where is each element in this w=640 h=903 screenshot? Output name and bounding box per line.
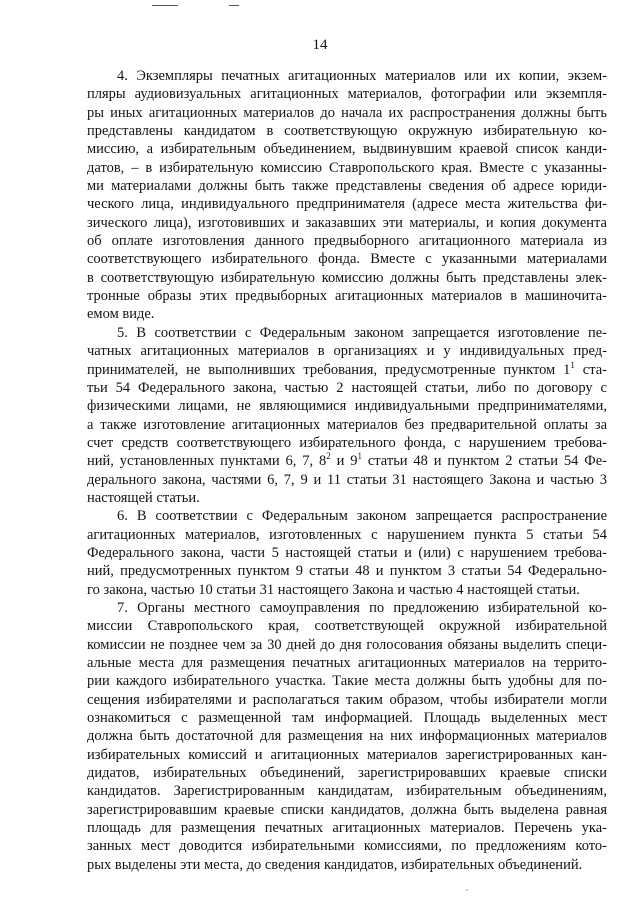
text-segment: ознакомиться с размещенной там информацией. Площадь выделенных мест <box>87 710 607 727</box>
text-line <box>87 85 607 103</box>
scan-speck <box>466 889 468 891</box>
text-segment: настоящей статьи. <box>87 489 200 506</box>
text-segment: сещения избирателями и располагаться таким образом, чтобы избиратели могли <box>87 691 608 708</box>
text-segment: зического лица), изготовивших и заказавших эти материалы, и копия документа <box>87 214 607 231</box>
text-segment: занных мест доводится избирательными комиссиями, по предложениям кото- <box>87 838 607 855</box>
page-number: 14 <box>312 37 328 53</box>
text-segment: тьи 54 Федерального закона, частью 2 настоящей статьи, либо по договору с <box>87 379 607 396</box>
text-line <box>87 581 607 599</box>
text-line <box>87 140 607 158</box>
text-line <box>87 214 607 232</box>
text-segment: статьи 48 и пунктом 2 статьи 54 Фе- <box>361 453 607 470</box>
text-segment: пляры аудиовизуальных агитационных материалов, фотографии или экземпля- <box>87 86 607 103</box>
text-line <box>87 250 607 268</box>
text-line <box>87 856 607 874</box>
scan-mark <box>229 5 239 6</box>
text-segment: а также изготовление агитационных материалов без предварительной оплаты за <box>87 416 608 433</box>
text-line <box>87 837 607 855</box>
text-segment: чатных агитационных материалов в организациях и у индивидуальных пред- <box>87 343 607 360</box>
text-line <box>87 361 607 379</box>
document-body <box>87 67 607 874</box>
text-line <box>87 269 607 287</box>
text-line <box>87 287 607 305</box>
text-segment: дерального закона, частями 6, 7, 9 и 11 статьи 31 настоящего Закона и частью 3 <box>87 471 607 488</box>
text-line <box>87 324 607 342</box>
text-segment: об оплате изготовления данного предвыборного агитационного материала из <box>87 233 607 250</box>
paragraph-p5 <box>87 324 607 507</box>
text-line <box>87 672 607 690</box>
text-line <box>87 434 607 452</box>
text-line <box>87 599 607 617</box>
text-segment: миссию, а избирательным объединением, выдвинувшим краевой список канди- <box>87 141 607 158</box>
text-segment: должна быть достаточной для размещения на них информационных материалов <box>87 728 607 745</box>
paragraph-p4 <box>87 67 607 324</box>
text-line <box>87 342 607 360</box>
text-line <box>87 305 607 323</box>
text-segment: Федерального закона, части 5 настоящей статьи и (или) с нарушением требова- <box>87 544 607 561</box>
text-segment: 7. Органы местного самоуправления по предложению избирательной ко- <box>117 599 607 616</box>
text-line <box>87 159 607 177</box>
text-line <box>87 782 607 800</box>
text-line <box>87 526 607 544</box>
superscript: 2 <box>326 451 331 462</box>
text-segment: тронные образы этих предвыборных агитационных материалов в машиночита- <box>87 288 607 305</box>
text-segment: в соответствующую избирательную комиссию должны быть представлены элек- <box>87 269 607 286</box>
text-line <box>87 819 607 837</box>
text-segment: ры иных агитационных материалов до начала их распространения должны быть <box>87 104 607 121</box>
text-line <box>87 177 607 195</box>
text-segment: ческого лица, индивидуального предпринимателя (адресе места жительства фи- <box>87 196 607 213</box>
text-segment: датов, – в избирательную комиссию Ставропольского края. Вместе с указанны- <box>87 159 607 176</box>
text-segment: комиссии не позднее чем за 30 дней до дня голосования обязаны выделить специ- <box>87 636 607 653</box>
paragraph-p6 <box>87 507 607 599</box>
text-line <box>87 397 607 415</box>
text-line <box>87 544 607 562</box>
text-line <box>87 727 607 745</box>
text-line <box>87 562 607 580</box>
text-segment: ний, предусмотренных пунктом 9 статьи 48 и пунктом 3 статьи 54 Федерально- <box>87 563 607 580</box>
text-line <box>87 507 607 525</box>
text-segment: принимателей, не выполнивших требования, предусмотренные пунктом 1 <box>87 361 571 378</box>
text-line <box>87 617 607 635</box>
text-segment: зарегистрировавшим краевые списки кандидатов, должна быть выделена равная <box>87 801 607 818</box>
text-segment: рии каждого избирательного участка. Такие места должны быть удобны для по- <box>87 673 607 690</box>
text-line <box>87 195 607 213</box>
text-line <box>87 636 607 654</box>
text-segment: соответствующего избирательного фонда. Вместе с указанными материалами <box>87 251 607 268</box>
text-segment: рых выделены эти места, до сведения кандидатов, избирательных объединений. <box>87 856 583 873</box>
superscript: 1 <box>357 451 362 462</box>
text-line <box>87 232 607 250</box>
text-line <box>87 746 607 764</box>
text-line <box>87 471 607 489</box>
text-segment: физическими лицами, не являющимися индивидуальными предпринимателями, <box>87 398 607 415</box>
text-line <box>87 709 607 727</box>
text-segment: 4. Экземпляры печатных агитационных материалов или их копии, экзем- <box>117 68 607 84</box>
text-line <box>87 452 607 470</box>
text-segment: альные места для размещения печатных агитационных материалов на террито- <box>87 655 607 671</box>
text-line <box>87 691 607 709</box>
text-segment: кандидатов. Зарегистрированным кандидатам, избирательным объединениям, <box>87 783 607 800</box>
text-line <box>87 67 607 85</box>
text-line <box>87 801 607 819</box>
text-segment: емом виде. <box>87 306 155 323</box>
text-line <box>87 122 607 140</box>
text-segment: агитационных материалов, изготовленных с нарушением пункта 5 статьи 54 <box>87 526 607 543</box>
text-line <box>87 654 607 672</box>
text-segment: и 9 <box>330 453 358 470</box>
text-segment: дидатов, избирательных объединений, зарегистрировавших краевые списки <box>87 765 607 782</box>
text-segment: ний, установленных пунктами 6, 7, 8 <box>87 453 327 470</box>
paragraph-p7 <box>87 599 607 874</box>
text-segment: счет средств соответствующего избирательного фонда, с нарушением требова- <box>87 434 607 451</box>
text-line <box>87 416 607 434</box>
text-line <box>87 764 607 782</box>
text-segment: ста- <box>574 361 608 378</box>
text-segment: го закона, частью 10 статьи 31 настоящего Закона и частью 4 настоящей статьи. <box>87 581 580 598</box>
text-segment: представлены кандидатом в соответствующую окружную избирательную ко- <box>87 123 607 140</box>
text-segment: ми материалами должны быть также представлены сведения об адресе юриди- <box>87 178 607 195</box>
text-line <box>87 104 607 122</box>
superscript: 1 <box>570 359 575 370</box>
text-segment: 5. В соответствии с Федеральным законом запрещается изготовление пе- <box>117 324 607 341</box>
text-segment: площадь для размещения печатных агитационных материалов. Перечень ука- <box>87 820 607 837</box>
text-segment: избирательных комиссий и агитационных материалов зарегистрированных кан- <box>87 746 607 763</box>
text-segment: миссии Ставропольского края, соответствующей окружной избирательной <box>87 618 607 635</box>
scan-mark <box>152 5 178 6</box>
text-segment: 6. В соответствии с Федеральным законом запрещается распространение <box>117 508 607 525</box>
text-line <box>87 489 607 507</box>
text-line <box>87 379 607 397</box>
